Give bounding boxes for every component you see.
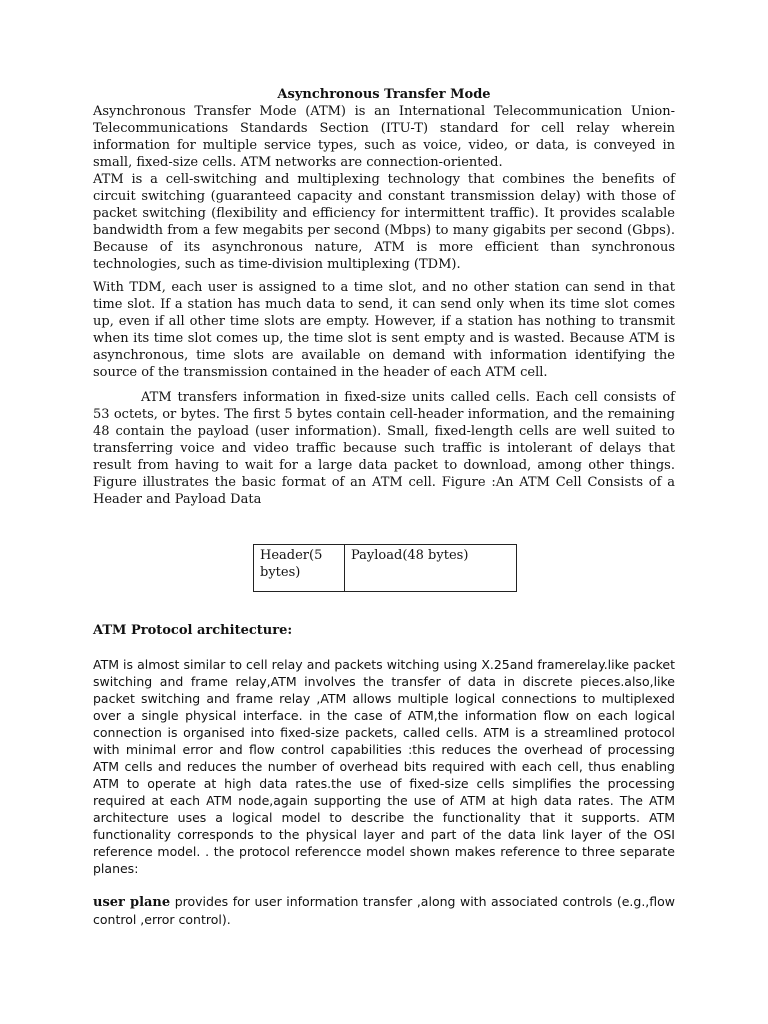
atm-cell-table [253,544,517,592]
user-plane-term: user plane [93,895,171,910]
section-heading: ATM Protocol architecture: [93,623,293,638]
paragraph-user-plane [93,893,675,928]
paragraph-cell-switching: ATM is a cell-switching and multiplexing technology that combines the benefits of circuit switching (guaranteed capacity and constant transmission delay) with those of packet switching (flexibility and efficiency for intermittent traffic). It provides scalable bandwidth from a few megabits per second (Mbps) to many gigabits per second (Gbps). Because of its asynchronous nature, ATM is more efficient than synchronous technologies, such as time-division multiplexing (TDM). [93,172,675,272]
paragraph-cells: ATM transfers information in fixed-size units called cells. Each cell consists of 53 octets, or bytes. The first 5 bytes contain cell-header information, and the remaining 48 contain the payload (user information). Small, fixed-length cells are well suited to transferring voice and video traffic because such traffic is intolerant of delays that result from having to wait for a large data packet to download, among other things. Figure illustrates the basic format of an ATM cell. Figure :An ATM Cell Consists of a Header and Payload Data [93,390,675,507]
paragraph-architecture: ATM is almost similar to cell relay and packets witching using X.25and framerelay.like packet switching and frame relay,ATM involves the transfer of data in discrete pieces.also,like packet switching and frame relay ,ATM allows multiple logical connections to multiplexed over a single physical interface. in the case of ATM,the information flow on each logical connection is organised into fixed-size packets, called cells. ATM is a streamlined protocol with minimal error and flow control capabilities :this reduces the overhead of processing ATM cells and reduces the number of overhead bits required with each cell, thus enabling ATM to operate at high data rates.the use of fixed-size cells simplifies the processing required at each ATM node,again supporting the use of ATM at high data rates. The ATM architecture uses a logical model to describe the functionality that it supports. ATM functionality corresponds to the physical layer and part of the data link layer of the OSI reference model. . the protocol referencce model shown makes reference to three separate planes: [93,657,675,876]
paragraph-intro: Asynchronous Transfer Mode (ATM) is an International Telecommunication Union-Telecommunications Standards Section (ITU-T) standard for cell relay wherein information for multiple service types, such as voice, video, or data, is conveyed in small, fixed-size cells. ATM networks are connection-oriented. [93,104,675,170]
header-cell: Header(5 bytes) [254,545,345,592]
user-plane-text: provides for user information transfer ,along with associated controls (e.g.,flow control ,error control). [93,894,676,927]
document-page [93,86,675,928]
document-title: Asynchronous Transfer Mode [277,87,491,102]
paragraph-tdm: With TDM, each user is assigned to a time slot, and no other station can send in that time slot. If a station has much data to send, it can send only when its time slot comes up, even if all other time slots are empty. However, if a station has nothing to transmit when its time slot comes up, the time slot is sent empty and is wasted. Because ATM is asynchronous, time slots are available on demand with information identifying the source of the transmission contained in the header of each ATM cell. [93,280,675,380]
payload-cell: Payload(48 bytes) [345,545,517,592]
